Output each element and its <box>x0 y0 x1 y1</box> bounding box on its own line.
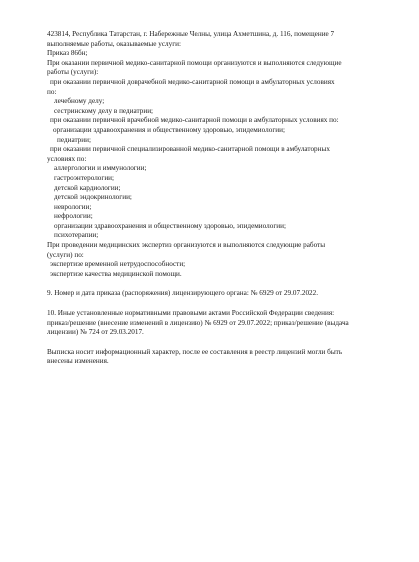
service-item: психотерапии; <box>54 231 99 240</box>
primary-care-intro-cont: работы (услуги): <box>47 68 99 77</box>
service-item: педиатрии; <box>57 135 91 144</box>
service-item: экспертизе временной нетрудоспособности; <box>50 260 186 269</box>
section-10-line: приказ/решение (внесение изменений в лицензию) № 6929 от 29.07.2022; приказ/решение (выдача <box>47 318 349 327</box>
service-item: организации здравоохранения и общественному здоровью, эпидемиологии; <box>53 125 285 134</box>
works-heading: выполняемые работы, оказываемые услуги: <box>47 39 181 48</box>
section-10-heading: 10. Иные установленные нормативными правовыми актами Российской Федерации сведения: <box>47 309 335 318</box>
service-item: гастроэнтерологии; <box>54 173 115 182</box>
service-item: аллергологии и иммунологии; <box>54 164 147 173</box>
expertise-intro-cont: (услуги) по: <box>47 250 84 259</box>
spacer <box>47 299 387 309</box>
section-10-line: лицензии) № 724 от 29.03.2017. <box>47 328 144 337</box>
specialized-care-heading-cont: условиях по: <box>47 154 87 163</box>
spacer <box>47 279 387 289</box>
service-item: экспертизе качества медицинской помощи. <box>50 269 182 278</box>
address-line: 423814, Республика Татарстан, г. Набережные Челны, улица Ахметшина, д. 116, помещение 7 <box>47 30 335 38</box>
prehospital-care-heading: при оказании первичной доврачебной медико-санитарной помощи в амбулаторных условиях <box>50 77 335 86</box>
prehospital-care-heading-cont: по: <box>47 87 57 96</box>
service-item: лечебному делу; <box>54 97 105 106</box>
physician-care-heading: при оказании первичной врачебной медико-санитарной помощи в амбулаторных условиях по: <box>50 116 339 125</box>
specialized-care-heading: при оказании первичной специализированной медико-санитарной помощи в амбулаторных <box>50 145 330 154</box>
primary-care-intro: При оказании первичной медико-санитарной помощи организуются и выполняются следующие <box>47 58 342 67</box>
document-body <box>47 30 387 367</box>
spacer <box>47 338 387 348</box>
service-item: нефрологии; <box>54 212 93 221</box>
disclaimer-note: Выписка носит информационный характер, после ее составления в реестр лицензий могли быть <box>47 347 343 356</box>
section-9: 9. Номер и дата приказа (распоряжения) лицензирующего органа: № 6929 от 29.07.2022. <box>47 289 319 298</box>
service-item: детской эндокринологии; <box>54 193 132 202</box>
service-item: неврологии; <box>54 202 92 211</box>
service-item: организации здравоохранения и общественному здоровью, эпидемиологии; <box>54 221 286 230</box>
service-item: сестринскому делу в педиатрии; <box>54 106 154 115</box>
disclaimer-note-cont: внесены изменения. <box>47 357 109 366</box>
expertise-intro: При проведении медицинских экспертиз организуются и выполняются следующие работы <box>47 241 326 250</box>
service-item: детской кардиологии; <box>54 183 121 192</box>
order-ref: Приказ 86бн; <box>47 49 88 58</box>
